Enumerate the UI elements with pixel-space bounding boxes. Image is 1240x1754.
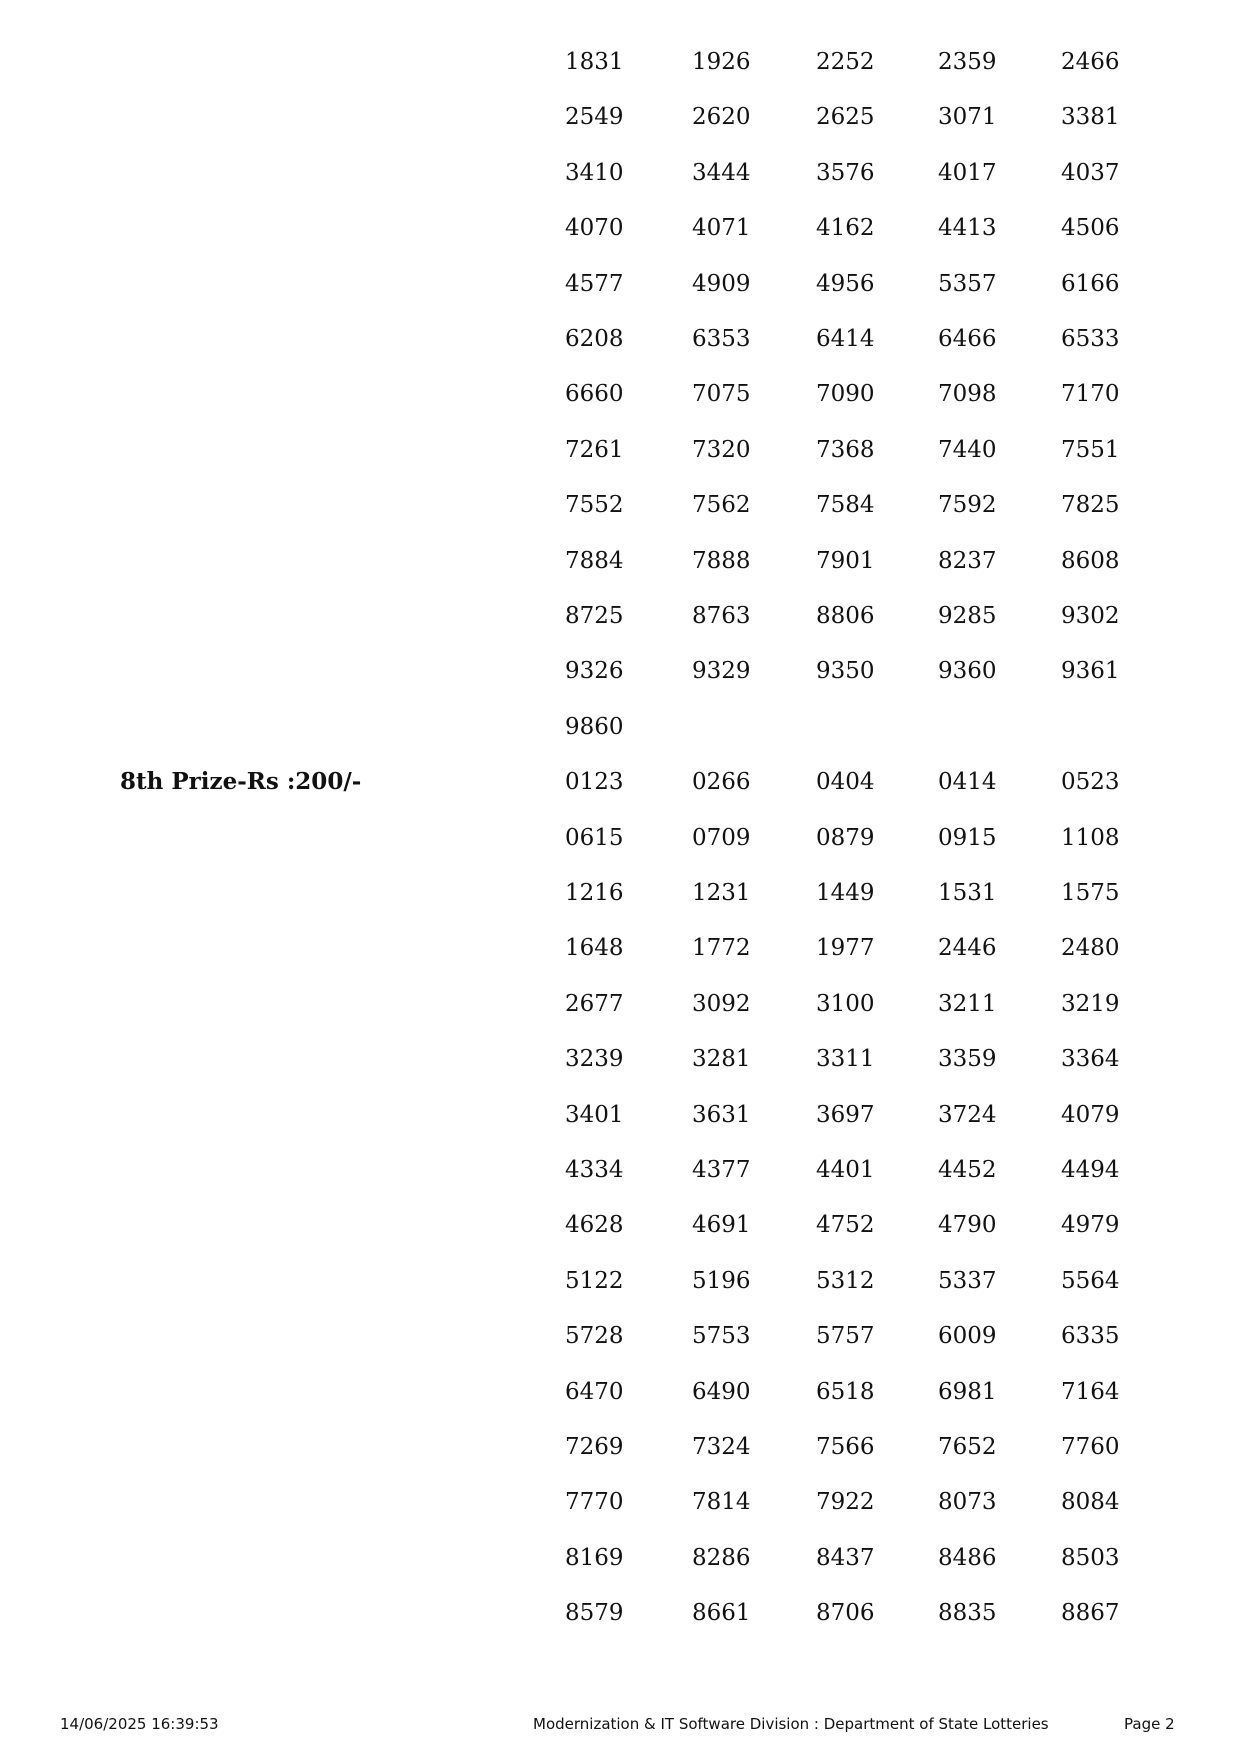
ticket-number: 8437: [816, 1544, 875, 1571]
ticket-number: 8286: [692, 1544, 751, 1571]
ticket-number: 1216: [565, 880, 624, 906]
ticket-number: 7592: [938, 492, 997, 519]
ticket-number: 7261: [565, 436, 624, 463]
ticket-number: 2480: [1061, 935, 1120, 962]
ticket-number: 1231: [692, 880, 751, 906]
ticket-number: 1648: [565, 935, 624, 962]
ticket-number: 7884: [565, 547, 624, 574]
ticket-number: 8503: [1061, 1544, 1120, 1571]
ticket-number: 1831: [565, 49, 624, 75]
footer-page-number: Page 2: [1124, 1715, 1175, 1733]
ticket-number: 8084: [1061, 1489, 1120, 1516]
ticket-number: 3576: [816, 159, 875, 186]
ticket-number: 3381: [1061, 104, 1120, 131]
ticket-number: 1575: [1061, 880, 1120, 906]
ticket-number: 7562: [692, 492, 751, 519]
ticket-number: 4162: [816, 215, 875, 242]
ticket-number: 3359: [938, 1046, 997, 1073]
ticket-number: 2549: [565, 104, 624, 131]
ticket-number: 5312: [816, 1267, 875, 1294]
footer-division: Modernization & IT Software Division : Department of State Lotteries: [533, 1715, 1049, 1733]
ticket-number: 3239: [565, 1046, 624, 1073]
ticket-number: 5564: [1061, 1267, 1120, 1294]
ticket-number: 7551: [1061, 436, 1120, 463]
ticket-number: 7922: [816, 1489, 875, 1516]
ticket-number: 1926: [692, 49, 751, 75]
ticket-number: 7888: [692, 547, 751, 574]
ticket-number: 8706: [816, 1600, 875, 1627]
ticket-number: 3071: [938, 104, 997, 131]
ticket-number: 6335: [1061, 1323, 1120, 1350]
ticket-number: 4494: [1061, 1157, 1120, 1183]
ticket-number: 7324: [692, 1434, 751, 1460]
ticket-number: 0414: [938, 769, 997, 796]
ticket-number: 9285: [938, 603, 997, 629]
prize-heading: 8th Prize-Rs :200/-: [120, 768, 362, 796]
ticket-number: 6981: [938, 1378, 997, 1405]
ticket-number: 1977: [816, 935, 875, 962]
ticket-number: 1108: [1061, 824, 1120, 851]
ticket-number: 7770: [565, 1489, 624, 1516]
ticket-number: 4452: [938, 1157, 997, 1183]
ticket-number: 1772: [692, 935, 751, 962]
ticket-number: 9302: [1061, 603, 1120, 629]
ticket-number: 2359: [938, 49, 997, 75]
ticket-number: 6660: [565, 381, 624, 408]
ticket-number: 7170: [1061, 381, 1120, 408]
footer-datetime: 14/06/2025 16:39:53: [60, 1715, 219, 1733]
ticket-number: 0123: [565, 769, 624, 796]
ticket-number: 7584: [816, 492, 875, 519]
ticket-number: 2620: [692, 104, 751, 131]
ticket-number: 8579: [565, 1600, 624, 1627]
ticket-number: 0266: [692, 769, 751, 796]
ticket-number: 3697: [816, 1101, 875, 1128]
ticket-number: 1531: [938, 880, 997, 906]
ticket-number: 8608: [1061, 547, 1120, 574]
ticket-number: 7164: [1061, 1378, 1120, 1405]
ticket-number: 7320: [692, 436, 751, 463]
ticket-number: 3100: [816, 990, 875, 1017]
ticket-number: 8237: [938, 547, 997, 574]
ticket-number: 3092: [692, 990, 751, 1017]
ticket-number: 3631: [692, 1101, 751, 1128]
ticket-number: 6414: [816, 326, 875, 352]
ticket-number: 3401: [565, 1101, 624, 1128]
ticket-number: 3444: [692, 159, 751, 186]
ticket-number: 7098: [938, 381, 997, 408]
ticket-number: 7368: [816, 436, 875, 463]
ticket-number: 4401: [816, 1157, 875, 1183]
ticket-number: 7760: [1061, 1434, 1120, 1460]
ticket-number: 8169: [565, 1544, 624, 1571]
ticket-number: 6353: [692, 326, 751, 352]
ticket-number: 9360: [938, 658, 997, 685]
ticket-number: 3724: [938, 1101, 997, 1128]
ticket-number: 9860: [565, 713, 624, 740]
ticket-number: 2466: [1061, 49, 1120, 75]
ticket-number: 8835: [938, 1600, 997, 1627]
ticket-number: 4628: [565, 1212, 624, 1239]
ticket-number: 7901: [816, 547, 875, 574]
ticket-number: 7075: [692, 381, 751, 408]
ticket-number: 4577: [565, 270, 624, 297]
ticket-number: 9350: [816, 658, 875, 685]
ticket-number: 9361: [1061, 658, 1120, 685]
ticket-number: 2677: [565, 990, 624, 1017]
ticket-number: 0709: [692, 824, 751, 851]
ticket-number: 2446: [938, 935, 997, 962]
ticket-number: 8486: [938, 1544, 997, 1571]
ticket-number: 3211: [938, 990, 997, 1017]
ticket-number: 2252: [816, 49, 875, 75]
ticket-number: 3281: [692, 1046, 751, 1073]
ticket-number: 4377: [692, 1157, 751, 1183]
ticket-number: 4506: [1061, 215, 1120, 242]
ticket-number: 6466: [938, 326, 997, 352]
ticket-number: 7090: [816, 381, 875, 408]
ticket-number: 4071: [692, 215, 751, 242]
ticket-number: 6166: [1061, 270, 1120, 297]
ticket-number: 4691: [692, 1212, 751, 1239]
ticket-number: 4790: [938, 1212, 997, 1239]
ticket-number: 1449: [816, 880, 875, 906]
ticket-number: 0915: [938, 824, 997, 851]
ticket-number: 4752: [816, 1212, 875, 1239]
ticket-number: 7552: [565, 492, 624, 519]
ticket-number: 4334: [565, 1157, 624, 1183]
ticket-number: 7440: [938, 436, 997, 463]
ticket-number: 7566: [816, 1434, 875, 1460]
ticket-number: 0879: [816, 824, 875, 851]
ticket-number: 8763: [692, 603, 751, 629]
ticket-number: 6533: [1061, 326, 1120, 352]
ticket-number: 5196: [692, 1267, 751, 1294]
ticket-number: 6470: [565, 1378, 624, 1405]
ticket-number: 3219: [1061, 990, 1120, 1017]
ticket-number: 5357: [938, 270, 997, 297]
ticket-number: 0523: [1061, 769, 1120, 796]
ticket-number: 7652: [938, 1434, 997, 1460]
ticket-number: 7825: [1061, 492, 1120, 519]
ticket-number: 9326: [565, 658, 624, 685]
ticket-number: 4413: [938, 215, 997, 242]
ticket-number: 4017: [938, 159, 997, 186]
ticket-number: 5728: [565, 1323, 624, 1350]
ticket-number: 4909: [692, 270, 751, 297]
ticket-number: 7269: [565, 1434, 624, 1460]
ticket-number: 7814: [692, 1489, 751, 1516]
ticket-number: 6518: [816, 1378, 875, 1405]
ticket-number: 3311: [816, 1046, 875, 1073]
ticket-number: 9329: [692, 658, 751, 685]
ticket-number: 6490: [692, 1378, 751, 1405]
ticket-number: 3410: [565, 159, 624, 186]
ticket-number: 5757: [816, 1323, 875, 1350]
ticket-number: 6208: [565, 326, 624, 352]
ticket-number: 5337: [938, 1267, 997, 1294]
ticket-number: 8806: [816, 603, 875, 629]
ticket-number: 4079: [1061, 1101, 1120, 1128]
ticket-number: 4979: [1061, 1212, 1120, 1239]
ticket-number: 5753: [692, 1323, 751, 1350]
ticket-number: 8867: [1061, 1600, 1120, 1627]
ticket-number: 2625: [816, 104, 875, 131]
ticket-number: 0615: [565, 824, 624, 851]
ticket-number: 6009: [938, 1323, 997, 1350]
ticket-number: 5122: [565, 1267, 624, 1294]
ticket-number: 8073: [938, 1489, 997, 1516]
ticket-number: 4037: [1061, 159, 1120, 186]
ticket-number: 8725: [565, 603, 624, 629]
ticket-number: 4070: [565, 215, 624, 242]
ticket-number: 8661: [692, 1600, 751, 1627]
ticket-number: 0404: [816, 769, 875, 796]
ticket-number: 4956: [816, 270, 875, 297]
ticket-number: 3364: [1061, 1046, 1120, 1073]
